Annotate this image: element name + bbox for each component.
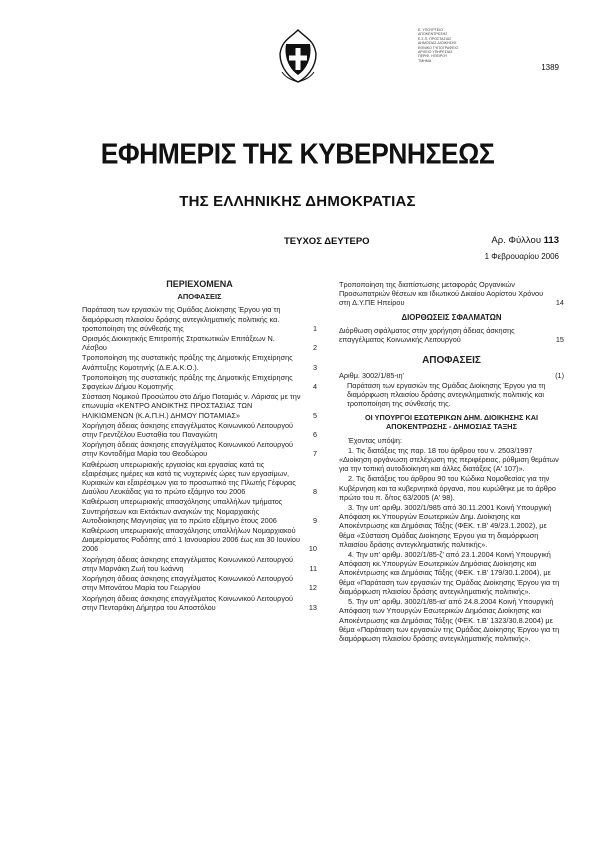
archive-stamp xyxy=(418,28,474,63)
sheet-number-value: 113 xyxy=(543,235,559,246)
toc-entry-text: Τροποποίηση της διαπίστωσης μεταφοράς Οργανικών Προσωπατριών θέσεων και Ιδιωτικού Δικαίου Αορίστου Χρόνου στη Δ.Υ.ΠΕ Ηπείρου xyxy=(339,280,544,308)
toc-entry-page: 7 xyxy=(312,449,317,459)
toc-entry-text: Ορισμός Διοικητικής Επιτροπής Στρατιωτικών Επιτάξεων Ν. Λέσβου xyxy=(82,334,275,353)
toc-entry-page: 14 xyxy=(555,298,564,308)
toc-entry[interactable] xyxy=(82,555,317,573)
toc-entry-text: Σύσταση Νομικού Προσώπου στο Δήμο Ποταμιάς ν. Λάρισας με την επωνυμία «ΚΕΝΤΡΟ ΑΝΟΙΚΤΗΣ ΠΡΟΣΤΑΣΙΑΣ ΤΩΝ ΗΛΙΚΙΩΜΕΝΩΝ (Κ.Α.Π.Η.) ΔΗΜΟΥ ΠΟΤΑΜΙΑΣ» xyxy=(82,392,301,420)
toc-entry-text: Χορήγηση άδειας άσκησης επαγγέλματος Κοινωνικού Λειτουργού στην Πενταράκη Δήμητρα του Αποστόλου xyxy=(82,593,294,612)
decision-paragraph: 5. Την υπ' αριθμ. 3002/1/85-ια' από 24.8.2004 Κοινή Υπουργική Απόφαση των Υπουργών Εσωτερικών Δημόσιας Διοίκησης και Αποκέντρωσης και Δημόσιας Τάξης (ΦΕΚ. τ.Β' 1323/30.8.2004) με θέμα «Παράταση των εργασιών της Ομάδας Διοίκησης Έργου για τη διαμόρφωση πλαισίου δράσης αντεγκληματικής πολιτικής». xyxy=(339,597,560,643)
decision-intro: Έχοντας υπόψη: xyxy=(348,435,402,445)
toc-entry[interactable] xyxy=(82,594,317,612)
toc-entry[interactable] xyxy=(82,305,317,333)
toc-entry-text: Χορήγηση άδειας άσκησης επαγγέλματος Κοινωνικού Λειτουργού στην Μπονάτου Μαρία του Γεωργίου xyxy=(82,574,294,593)
toc-entry-text: Καθιέρωση υπερωριακής απασχόλησης υπαλλήλων Νομαρχιακού Διαμερίσματος Ροδόπης από 1 Ιανουαρίου 2006 έως και 30 Ιουνίου 2006 xyxy=(82,526,300,554)
decision-paragraphs xyxy=(339,446,564,643)
toc-entry-page: 5 xyxy=(312,410,317,420)
toc-entry-page: 1 xyxy=(312,323,317,333)
gazette-subtitle: ΤΗΣ ΕΛΛΗΝΙΚΗΣ ΔΗΜΟΚΡΑΤΙΑΣ xyxy=(179,193,416,210)
ministers-heading: ΟΙ ΥΠΟΥΡΓΟΙ ΕΣΩΤΕΡΙΚΩΝ ΔΗΜ. ΔΙΟΙΚΗΣΗΣ ΚΑΙ ΑΠΟΚΕΝΤΡΩΣΗΣ - ΔΗΜΟΣΙΑΣ ΤΑΞΗΣ xyxy=(364,413,539,432)
issue-label: ΤΕΥΧΟΣ ΔΕΥΤΕΡΟ xyxy=(284,236,370,247)
stamp-line: ΔΗΜΟΣΙΑΣ ΔΙΟΙΚΗΣΗΣ xyxy=(418,41,457,46)
toc-heading: ΠΕΡΙΕΧΟΜΕΝΑ xyxy=(166,279,233,289)
decision-paragraph: 1. Τις διατάξεις της παρ. 18 του άρθρου του ν. 2503/1997 «Διοίκηση οργάνωση στελέχωση της περιφέρειας, ρύθμιση θεμάτων για την τοπική αυτοδιοίκηση και άλλες διατάξεις (Α' 107)». xyxy=(339,445,559,474)
stamp-line: ΑΠΟΚΕΝΤΡΩΣΗΣ xyxy=(418,32,448,37)
stamp-line: ΤΜΗΜΑ xyxy=(418,58,432,63)
page-number: 1389 xyxy=(541,63,559,72)
sheet-label: Αρ. Φύλλου xyxy=(491,235,542,246)
decision-index: (1) xyxy=(555,371,564,381)
toc-entry-page: 15 xyxy=(555,335,564,345)
stamp-line: Ε. ΥΠΟΥΡΓΕΙΟ xyxy=(418,28,443,32)
toc-entry-text: Παράταση των εργασιών της Ομάδας Διοίκησης Έργου για τη διαμόρφωση πλαισίου δράσης αντεγκληματικής πολιτικής κα. τροποποίηση της σύνθεσής της xyxy=(82,305,281,333)
toc-entry-text: Χορήγηση άδειας άσκησης επαγγέλματος Κοινωνικού Λειτουργού στην Μαρνάκη Ζωή του Ιωάννη xyxy=(82,554,294,573)
stamp-line: ΠΕΡΙΦ. ΗΠΕΙΡΟΥ xyxy=(418,54,448,59)
toc-entry[interactable] xyxy=(82,353,317,371)
decision-title: Παράταση των εργασιών της Ομάδας Διοίκησης Έργου για τη διαμόρφωση πλαισίου δράσης αντεγκληματικής πολιτικής και τροποποίηση της σύνθεσής της. xyxy=(347,380,546,409)
toc-list xyxy=(82,305,317,612)
decision-paragraph: 3. Την υπ' αριθμ. 3002/1/985 από 30.11.2001 Κοινή Υπουργική Απόφαση κκ.Υπουργών Εσωτερικών Δημ. Διοίκησης και Αποκέντρωσης και Δημόσιας Τάξης (ΦΕΚ. τ.Β' 49/23.1.2002), με θέμα «Σύσταση Ομάδας Διοίκησης Έργου για τη διαμόρφωση πλαισίου δράσης αντεγκληματικής πολιτικής». xyxy=(339,503,552,549)
decision-paragraph: 2. Τις διατάξεις του άρθρου 90 του Κώδικα Νομοθεσίας για την Κυβέρνηση και τα κυβερνητικά όργανα, που κυρώθηκε με το άρθρο πρώτο του π. δ/τος 63/2005 (Α' 98). xyxy=(339,474,556,502)
sheet-number xyxy=(491,235,559,246)
errata-heading: ΔΙΟΡΘΩΣΕΙΣ ΣΦΑΛΜΑΤΩΝ xyxy=(401,312,502,322)
toc-entry-text: Χορήγηση άδειας άσκησης επαγγέλματος Κοινωνικού Λειτουργού στην Γρεντζέλου Ευσταθία του Παναγιώτη xyxy=(82,420,294,440)
toc-entry-text: Καθιέρωση υπερωριακής εργασίας και εργασίας κατά τις εξαιρέσιμες ημέρες και κατά τις νυχτερινές ώρες των εργασίμων, Κυριακών και εξαιρέσιμων για το προσωπικό της Πλωτής Γέφυρας Διαύλου Λευκάδας για το πρώτο εξάμηνο του 2006 xyxy=(82,459,296,497)
toc-entry-text: Διόρθωση σφάλματος στην χορήγηση άδειας άσκησης επαγγέλματος Κοινωνικής Λειτουργού xyxy=(339,325,515,345)
toc-entry-text: Καθιέρωση υπερωριακής απασχόλησης υπαλλήλων τμήματος Συντηρήσεων και Εκτάκτων αναγκών της Νομαρχιακής Αυτοδιοίκησης Μαγνησίας για το πρώτο εξάμηνο έτους 2006 xyxy=(82,497,283,525)
toc-entry[interactable] xyxy=(82,392,317,420)
toc-entry-page: 8 xyxy=(312,487,317,497)
toc-entry[interactable] xyxy=(82,421,317,439)
decision-paragraph: 4. Την υπ' αριθμ. 3002/1/85-ζ' από 23.1.2004 Κοινή Υπουργική Απόφαση κκ.Υπουργών Εσωτερικών Δημόσιας Διοίκησης και Αποκέντρωσης και Δημόσιας Τάξης (ΦΕΚ. τ.Β' 179/30.1.2004), με θέμα «Παράταση των εργασιών της Ομάδας Διοίκησης Έργου για τη διαμόρφωση πλαισίου δράσης αντεγκληματικής πολιτικής». xyxy=(339,550,560,596)
issue-date: 1 Φεβρουαρίου 2006 xyxy=(484,252,559,261)
toc-entry-page: 13 xyxy=(308,602,317,612)
right-column xyxy=(339,280,564,644)
toc-subheading: ΑΠΟΦΑΣΕΙΣ xyxy=(177,292,222,302)
toc-entry-page: 6 xyxy=(312,430,317,440)
toc-entry[interactable] xyxy=(82,574,317,592)
stamp-line: ΕΘΝΙΚΟ ΤΥΠΟΓΡΑΦΕΙΟ xyxy=(418,45,459,50)
toc-entry-page: 2 xyxy=(312,343,317,353)
toc-entry[interactable] xyxy=(82,497,317,525)
toc-entry-text: Τροποποίηση της συστατικής πράξης της Δημοτικής Επιχείρησης Ανάπτυξης Κομοτηνής (Δ.Ε.Α.Κ.Ο.). xyxy=(82,353,293,372)
toc-entry[interactable] xyxy=(82,334,317,352)
toc-entry-page: 3 xyxy=(312,362,317,372)
toc-entry-page: 4 xyxy=(312,382,317,392)
decision-number-row xyxy=(339,371,564,380)
toc-entry-page: 11 xyxy=(309,563,317,573)
decision-number: Αριθμ. 3002/1/85-ιη' xyxy=(339,371,404,381)
toc-entry-page: 10 xyxy=(308,544,317,554)
table-of-contents xyxy=(82,280,317,613)
gazette-title: ΕΦΗΜΕΡΙΣ ΤΗΣ ΚΥΒΕΡΝΗΣΕΩΣ xyxy=(100,137,495,171)
toc-entry[interactable] xyxy=(82,526,317,554)
toc-entry-text: Χορήγηση άδειας άσκησης επαγγέλματος Κοινωνικού Λειτουργού στην Κοντοδήμα Μαρία του Θεοδώρου xyxy=(82,440,294,459)
toc-entry[interactable] xyxy=(82,373,317,391)
toc-entry[interactable] xyxy=(82,440,317,458)
toc-entry[interactable] xyxy=(339,280,564,308)
toc-entry-page: 12 xyxy=(308,583,317,593)
toc-entry[interactable] xyxy=(82,460,317,497)
toc-entry[interactable] xyxy=(339,326,564,344)
toc-entry-page: 9 xyxy=(312,515,317,525)
stamp-line: ΑΡΧΕΙΟ ΥΠΗΡΕΣΙΑΣ xyxy=(418,50,453,55)
stamp-line: Ε.Σ.Π. ΠΡΟΣΤΑΣΙΑΣ xyxy=(418,36,452,41)
decisions-heading: ΑΠΟΦΑΣΕΙΣ xyxy=(422,355,481,367)
toc-entry-text: Τροποποίηση της συστατικής πράξης της Δημοτικής Επιχείρησης Σφαγείων Δήμου Κομοτηνής xyxy=(82,372,293,392)
coat-of-arms-emblem xyxy=(276,28,320,84)
